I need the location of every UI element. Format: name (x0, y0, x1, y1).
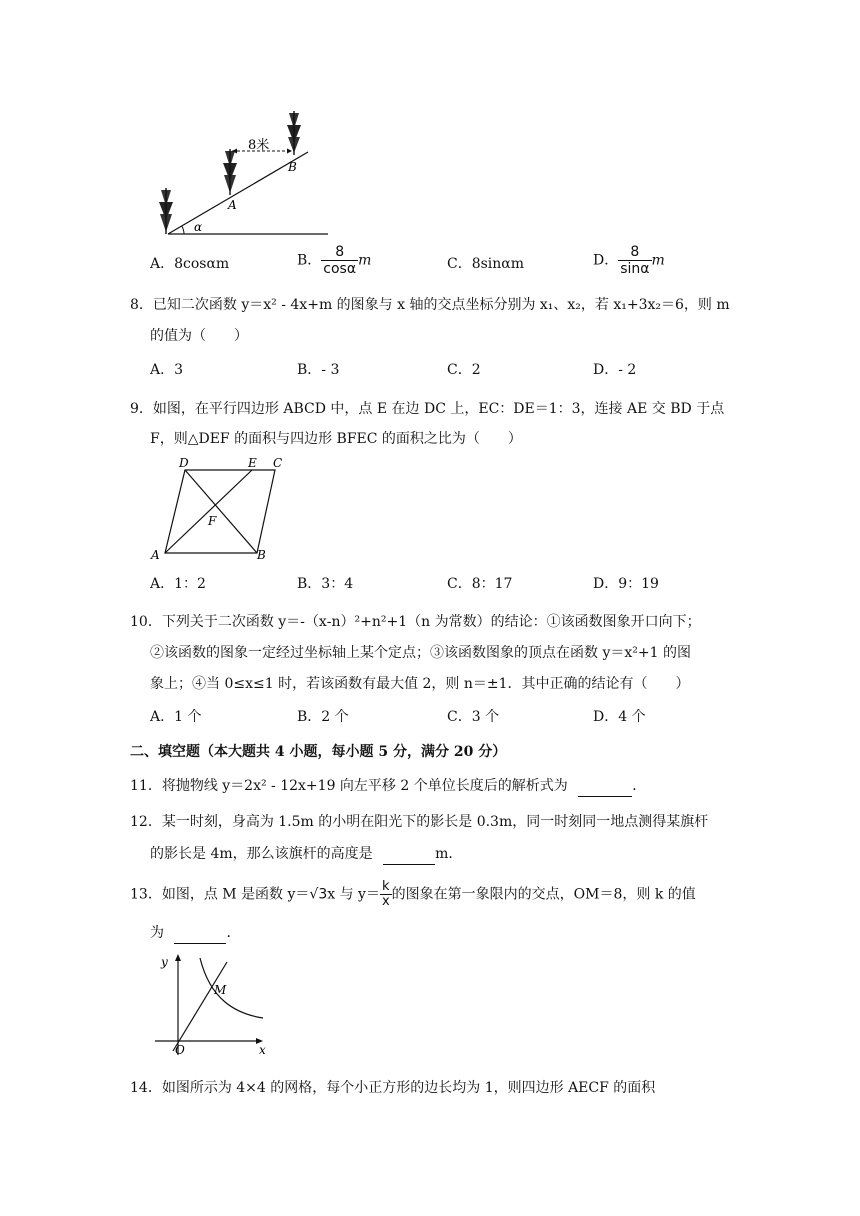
fraction-denominator: x (381, 894, 390, 909)
sqrt-3: √3 (309, 886, 328, 903)
fraction (618, 244, 651, 277)
fraction-denominator: sinα (620, 261, 650, 277)
q13-text: 为 (150, 925, 164, 941)
fraction (321, 244, 358, 277)
point-m-label: M (214, 983, 227, 997)
q12-line-1: 12．某一时刻，身高为 1.5m 的小明在阳光下的影长是 0.3m，同一时刻同一地点测得某旗杆 (130, 814, 709, 830)
y-axis-label: y (161, 955, 168, 969)
option-d-suffix: m (651, 252, 665, 269)
point-e-label: E (248, 456, 257, 470)
q10-option-d: D．4 个 (593, 709, 646, 725)
answer-blank (578, 776, 632, 797)
tree-icon (287, 111, 301, 155)
answer-blank (174, 923, 226, 944)
slope-line (168, 152, 308, 234)
q13-prefix: 13．如图，点 M 是函数 y＝ (130, 886, 310, 903)
q8-option-a: A．3 (150, 362, 184, 378)
q10-option-c: C．3 个 (447, 709, 500, 725)
fraction-denominator: cosα (323, 261, 357, 277)
q11-text: 11．将抛物线 y＝2x² ‑ 12x+19 向左平移 2 个单位长度后的解析式为 (130, 778, 568, 794)
q11-end: ． (632, 778, 647, 794)
q9-option-a: A．1：2 (150, 576, 206, 592)
section-title: 二、填空题（本大题共 4 小题，每小题 5 分，满分 20 分） (130, 744, 507, 760)
coordinate-figure (145, 950, 275, 1060)
q14-line-1: 14．如图所示为 4×4 的网格，每个小正方形的边长均为 1，则四边形 AECF 的面积 (130, 1080, 656, 1096)
q9-option-c: C．8：17 (447, 576, 513, 592)
q10-line-3: 象上；④当 0≤x≤1 时，若该函数有最大值 2，则 n＝±1．其中正确的结论有（ ） (150, 676, 690, 692)
fraction-numerator: k (382, 879, 390, 894)
q10-option-a: A．1 个 (150, 709, 202, 725)
point-c-label: C (273, 456, 283, 470)
segment-ae (165, 470, 252, 553)
answer-blank (383, 844, 435, 865)
q10-line-2: ②该函数的图象一定经过坐标轴上某个定点；③该函数图象的顶点在函数 y＝x²+1 的图 (150, 645, 691, 661)
q11-line (130, 776, 646, 797)
q9-option-b: B．3：4 (297, 576, 354, 592)
tree-icon (159, 188, 173, 234)
q9-line-2: F，则△DEF 的面积与四边形 BFEC 的面积之比为（ ） (150, 431, 522, 447)
point-a-label: A (228, 198, 237, 212)
parallelogram-shape (165, 470, 275, 553)
q13-end: ． (226, 925, 241, 941)
line-graph (173, 962, 227, 1051)
q12-end: m． (435, 846, 463, 862)
fraction-numerator: 8 (335, 244, 345, 260)
q9-line-1: 9．如图，在平行四边形 ABCD 中，点 E 在边 DC 上，EC：DE＝1：3，连接 AE 交 BD 于点 (130, 401, 725, 417)
q12-line-2 (150, 844, 462, 865)
hyperbola-graph (200, 958, 263, 1018)
fraction (380, 880, 392, 909)
q13-line-1 (130, 880, 696, 909)
option-b-suffix: m (358, 252, 372, 269)
x-axis (155, 1038, 263, 1044)
option-d-prefix: D． (593, 252, 619, 269)
tree-icon (223, 149, 237, 195)
point-f-label: F (208, 514, 217, 528)
q8-line-1: 8．已知二次函数 y＝x² ‑ 4x+m 的图象与 x 轴的交点坐标分别为 x₁、x₂，若 x₁+3x₂＝6，则 m (130, 297, 730, 313)
q7-option-b (297, 244, 371, 277)
q13-line-2 (150, 923, 240, 944)
option-b-prefix: B． (297, 252, 322, 269)
q8-line-2: 的值为（ ） (150, 328, 248, 344)
parallelogram-figure (145, 455, 295, 565)
q9-option-d: D．9：19 (593, 576, 659, 592)
q8-option-b: B．‑ 3 (297, 362, 340, 378)
q8-option-c: C．2 (447, 362, 481, 378)
slope-trees-figure (150, 105, 330, 240)
q8-option-d: D．‑ 2 (593, 362, 637, 378)
q13-mid: x 与 y＝ (327, 886, 380, 903)
angle-arc (182, 226, 184, 234)
fraction-numerator: 8 (630, 244, 640, 260)
diagonal-bd (185, 470, 257, 553)
q10-option-b: B．2 个 (297, 709, 349, 725)
q13-suffix: 的图象在第一象限内的交点，OM＝8，则 k 的值 (391, 886, 696, 903)
q7-option-c: C．8sinαm (447, 256, 525, 272)
distance-label: 8米 (248, 138, 270, 153)
q12-text: 的影长是 4m，那么该旗杆的高度是 (150, 846, 373, 862)
point-b-label: B (257, 548, 266, 562)
angle-alpha-label: α (194, 220, 203, 234)
point-d-label: D (179, 456, 189, 470)
q7-option-d (593, 244, 665, 277)
point-b-label: B (288, 160, 297, 174)
q10-line-1: 10．下列关于二次函数 y＝‑（x‑n）²+n²+1（n 为常数）的结论：①该函数图象开口向下； (130, 614, 701, 630)
point-a-label: A (151, 548, 160, 562)
origin-label: O (175, 1043, 185, 1057)
q7-option-a: A．8cosαm (150, 256, 230, 272)
x-axis-label: x (259, 1043, 266, 1057)
